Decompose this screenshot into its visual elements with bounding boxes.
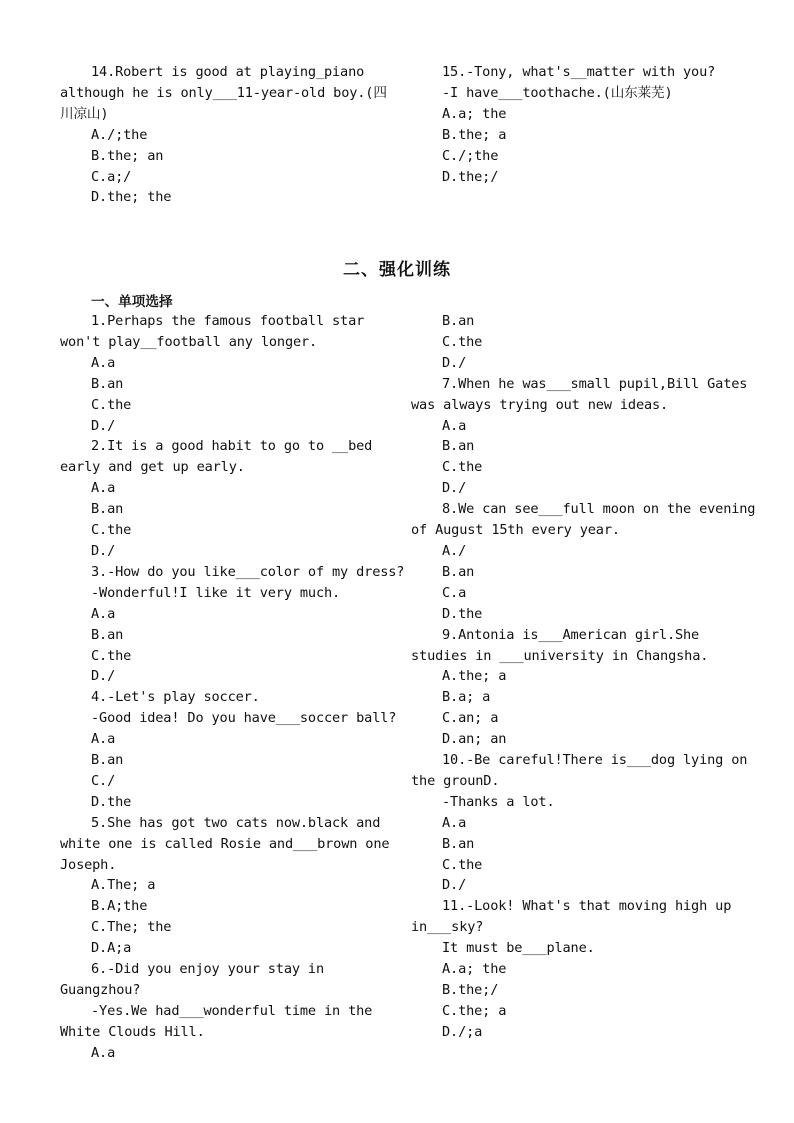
- answer-option: B.an: [91, 501, 124, 518]
- answer-option: C.the: [91, 396, 132, 413]
- answer-option: C.the: [442, 459, 483, 476]
- answer-option: D./: [91, 542, 116, 559]
- question-14-option-b: B.the; an: [91, 147, 164, 164]
- question-15-stem: 15.-Tony, what's__matter with you?: [442, 64, 716, 80]
- question-14-stem-cont: although he is only___11-year-old boy.(四: [60, 84, 387, 101]
- subheading: 一、单项选择: [91, 294, 173, 310]
- question-text: the grounD.: [411, 772, 500, 789]
- question-text: 6.-Did you enjoy your stay in: [91, 961, 324, 978]
- question-14-option-c: C.a;/: [91, 168, 132, 185]
- answer-option: A.a: [91, 731, 116, 748]
- answer-option: D./: [91, 668, 116, 685]
- answer-option: C.the: [442, 333, 483, 350]
- question-text: -Wonderful!I like it very much.: [91, 584, 341, 601]
- answer-option: D./: [91, 417, 116, 434]
- answer-option: B.an: [91, 375, 124, 392]
- question-14-option-d: D.the; the: [91, 189, 172, 206]
- answer-option: C./: [91, 772, 116, 789]
- question-text: in___sky?: [411, 919, 484, 936]
- answer-option: C.the: [91, 647, 132, 664]
- question-text: 3.-How do you like___color of my dress?: [91, 563, 405, 580]
- answer-option: B.an: [91, 626, 124, 643]
- question-text: -Yes.We had___wonderful time in the: [91, 1002, 373, 1019]
- question-text: 4.-Let's play soccer.: [91, 689, 260, 706]
- question-text: 10.-Be careful!There is___dog lying on: [442, 752, 748, 769]
- question-14-option-a: A./;the: [91, 126, 148, 143]
- question-text: white one is called Rosie and___brown one: [60, 835, 390, 852]
- answer-option: B.an: [91, 752, 124, 769]
- answer-option: A.a: [91, 1044, 116, 1061]
- answer-option: A.a; the: [442, 961, 507, 978]
- answer-option: C.an; a: [442, 710, 499, 727]
- answer-option: B.a; a: [442, 689, 491, 706]
- answer-option: A.The; a: [91, 877, 156, 894]
- answer-option: A.a: [442, 814, 467, 831]
- answer-option: B.an: [442, 438, 475, 455]
- answer-option: C.a: [442, 584, 467, 601]
- answer-option: B.an: [442, 835, 475, 852]
- answer-option: D.the: [442, 605, 483, 622]
- answer-option: B.A;the: [91, 898, 148, 915]
- answer-option: C.The; the: [91, 919, 172, 936]
- answer-option: B.an: [442, 313, 475, 329]
- answer-option: A.the; a: [442, 668, 507, 685]
- question-text: of August 15th every year.: [411, 522, 620, 539]
- question-text: White Clouds Hill.: [60, 1023, 205, 1040]
- question-text: 7.When he was___small pupil,Bill Gates: [442, 375, 748, 392]
- question-14-source: 川凉山): [60, 105, 109, 122]
- answer-option: D./;a: [442, 1023, 483, 1040]
- answer-option: A.a: [91, 354, 116, 371]
- answer-option: A./: [442, 542, 467, 559]
- question-text: -Good idea! Do you have___soccer ball?: [91, 710, 397, 727]
- question-15-option-b: B.the; a: [442, 126, 507, 143]
- question-text: 2.It is a good habit to go to __bed: [91, 438, 373, 455]
- question-text: Guangzhou?: [60, 982, 141, 998]
- question-text: Joseph.: [60, 856, 117, 873]
- question-15-option-d: D.the;/: [442, 168, 499, 185]
- question-text: studies in ___university in Changsha.: [411, 647, 709, 664]
- answer-option: B.an: [442, 563, 475, 580]
- question-15-block: [411, 62, 736, 187]
- question-text: It must be___plane.: [442, 940, 595, 957]
- answer-option: C.the: [91, 522, 132, 539]
- question-text: was always trying out new ideas.: [411, 396, 669, 413]
- question-15-option-c: C./;the: [442, 147, 499, 164]
- answer-option: D.A;a: [91, 940, 132, 957]
- question-text: 9.Antonia is___American girl.She: [442, 626, 700, 643]
- question-text: 11.-Look! What's that moving high up: [442, 898, 732, 915]
- question-text: 8.We can see___full moon on the evening: [442, 501, 756, 518]
- answer-option: C.the; a: [442, 1002, 507, 1019]
- section-title: 二、强化训练: [343, 260, 451, 280]
- question-14-block: [60, 62, 385, 208]
- answer-option: D.the: [91, 793, 132, 810]
- answer-option: D./: [442, 480, 467, 497]
- question-text: won't play__football any longer.: [60, 333, 318, 350]
- question-text: -Thanks a lot.: [442, 793, 555, 810]
- answer-option: D./: [442, 354, 467, 371]
- answer-option: B.the;/: [442, 982, 499, 998]
- right-question-column: [411, 311, 756, 1043]
- question-text: early and get up early.: [60, 459, 245, 476]
- answer-option: A.a: [442, 417, 467, 434]
- answer-option: A.a: [91, 480, 116, 497]
- question-text: 1.Perhaps the famous football star: [91, 313, 365, 329]
- question-14-stem: 14.Robert is good at playing_piano: [91, 64, 365, 80]
- answer-option: C.the: [442, 856, 483, 873]
- answer-option: D./: [442, 877, 467, 894]
- left-question-column: [60, 311, 405, 1064]
- question-15-option-a: A.a; the: [442, 105, 507, 122]
- question-15-stem-cont: -I have___toothache.(山东莱芜): [442, 84, 673, 101]
- answer-option: A.a: [91, 605, 116, 622]
- question-text: 5.She has got two cats now.black and: [91, 814, 381, 831]
- answer-option: D.an; an: [442, 731, 507, 748]
